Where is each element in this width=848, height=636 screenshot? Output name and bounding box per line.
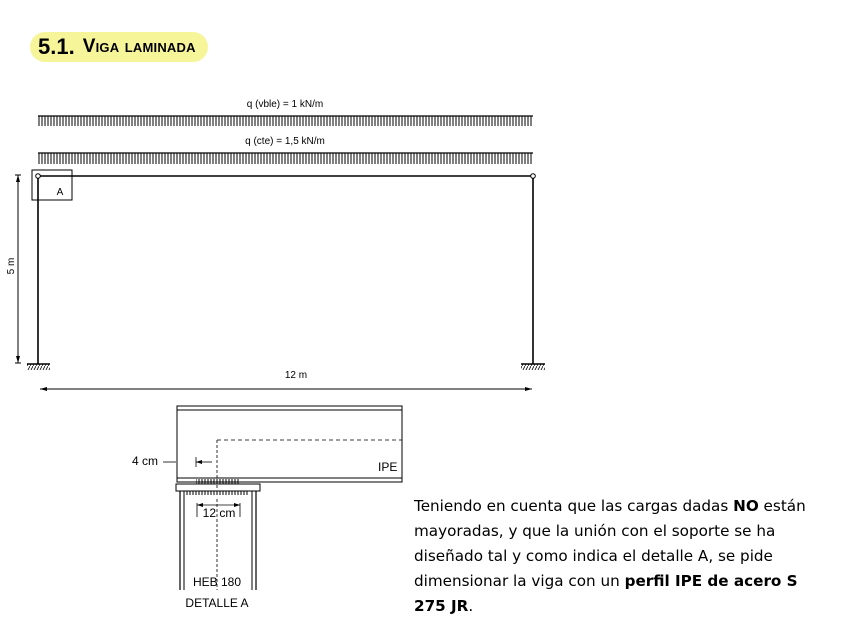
problem-statement bbox=[414, 494, 834, 619]
height-label: 5 m bbox=[6, 257, 17, 275]
section-title: Viga laminada bbox=[82, 36, 196, 57]
portal-frame bbox=[27, 174, 545, 370]
ipe-beam bbox=[177, 406, 402, 482]
span-dimension bbox=[40, 387, 532, 391]
statement-bold-profile: perfil IPE de acero S 275 JR bbox=[414, 572, 798, 615]
heb-label: HEB 180 bbox=[192, 575, 242, 589]
ipe-label: IPE bbox=[378, 460, 398, 474]
load-permanent-band bbox=[38, 153, 533, 164]
statement-bold-no: NO bbox=[733, 497, 759, 515]
head-plate bbox=[176, 484, 260, 491]
load-variable-label: q (vble) = 1 kN/m bbox=[246, 99, 324, 110]
span-label: 12 m bbox=[284, 370, 308, 381]
statement-part-2: están mayoradas, y que la unión con el soporte se ha diseñado tal y como indica el detalle A, se pide dimensionar la viga con un bbox=[414, 497, 806, 590]
detail-caption: DETALLE A bbox=[185, 596, 249, 610]
plate-width-label: 12 cm bbox=[202, 506, 236, 520]
statement-part-3: . bbox=[468, 597, 474, 615]
detail-a-drawing bbox=[163, 406, 402, 590]
detail-marker-label: A bbox=[56, 187, 64, 198]
load-permanent-label: q (cte) = 1,5 kN/m bbox=[245, 136, 325, 147]
statement-part-1: Teniendo en cuenta que las cargas dadas bbox=[414, 497, 734, 515]
load-variable-band bbox=[38, 116, 533, 126]
section-number: 5.1. bbox=[38, 34, 75, 59]
gap-label: 4 cm bbox=[131, 454, 158, 468]
